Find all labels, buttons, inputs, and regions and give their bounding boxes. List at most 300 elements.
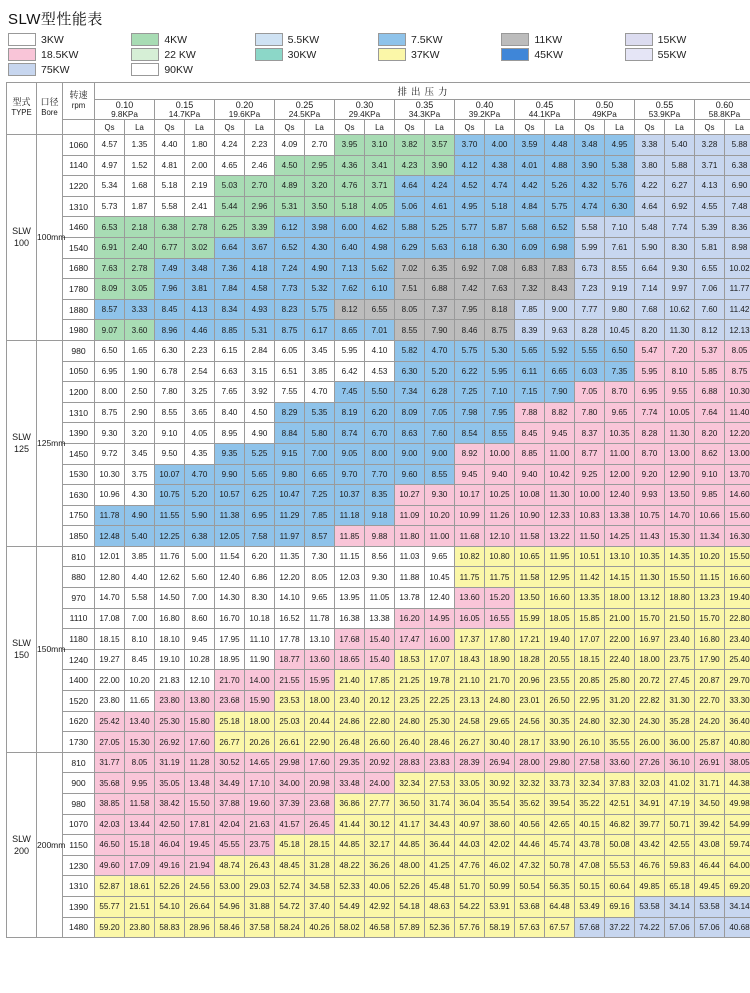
row-rpm: 980 bbox=[63, 340, 95, 361]
cell-qs: 8.65 bbox=[335, 320, 365, 341]
cell-la: 10.80 bbox=[485, 546, 515, 567]
cell-la: 7.08 bbox=[485, 258, 515, 279]
cell-la: 18.00 bbox=[305, 691, 335, 712]
cell-la: 5.31 bbox=[245, 320, 275, 341]
cell-la: 5.38 bbox=[605, 155, 635, 176]
cell-qs: 39.77 bbox=[635, 814, 665, 835]
cell-qs: 40.56 bbox=[515, 814, 545, 835]
cell-qs: 15.99 bbox=[515, 608, 545, 629]
cell-qs: 5.58 bbox=[155, 196, 185, 217]
cell-la: 2.54 bbox=[185, 361, 215, 382]
cell-qs: 3.80 bbox=[635, 155, 665, 176]
cell-qs: 5.48 bbox=[635, 217, 665, 238]
table-row bbox=[7, 196, 750, 217]
legend-label: 55KW bbox=[657, 48, 687, 61]
cell-la: 5.26 bbox=[545, 176, 575, 197]
header-la: La bbox=[545, 120, 575, 135]
cell-qs: 12.01 bbox=[95, 546, 125, 567]
table-row bbox=[7, 320, 750, 341]
row-rpm: 1310 bbox=[63, 402, 95, 423]
cell-qs: 7.96 bbox=[155, 279, 185, 300]
header-la: La bbox=[725, 120, 750, 135]
cell-qs: 16.70 bbox=[215, 608, 245, 629]
cell-qs: 12.25 bbox=[155, 526, 185, 547]
cell-qs: 48.45 bbox=[275, 855, 305, 876]
cell-qs: 7.45 bbox=[335, 382, 365, 403]
cell-qs: 6.09 bbox=[515, 237, 545, 258]
cell-qs: 8.40 bbox=[215, 402, 245, 423]
cell-qs: 21.83 bbox=[155, 670, 185, 691]
cell-la: 16.55 bbox=[485, 608, 515, 629]
cell-qs: 11.76 bbox=[155, 546, 185, 567]
cell-qs: 17.08 bbox=[95, 608, 125, 629]
row-rpm: 1850 bbox=[63, 526, 95, 547]
cell-la: 10.00 bbox=[485, 443, 515, 464]
cell-qs: 7.63 bbox=[95, 258, 125, 279]
table-row bbox=[7, 340, 750, 361]
cell-qs: 24.86 bbox=[335, 711, 365, 732]
cell-la: 18.80 bbox=[665, 588, 695, 609]
cell-la: 11.58 bbox=[125, 794, 155, 815]
cell-qs: 37.88 bbox=[215, 794, 245, 815]
cell-qs: 57.06 bbox=[695, 917, 725, 938]
cell-la: 13.80 bbox=[185, 691, 215, 712]
cell-qs: 5.68 bbox=[515, 217, 545, 238]
cell-la: 2.78 bbox=[125, 258, 155, 279]
cell-qs: 46.44 bbox=[695, 855, 725, 876]
cell-qs: 5.37 bbox=[695, 340, 725, 361]
cell-qs: 26.91 bbox=[695, 752, 725, 773]
cell-qs: 7.68 bbox=[635, 299, 665, 320]
cell-qs: 9.85 bbox=[695, 485, 725, 506]
header-pressure-group: 0.60 58.8KPa bbox=[695, 100, 750, 120]
cell-qs: 40.15 bbox=[575, 814, 605, 835]
cell-qs: 7.23 bbox=[575, 279, 605, 300]
header-pressure-group: 0.30 29.4KPa bbox=[335, 100, 395, 120]
cell-la: 4.38 bbox=[485, 155, 515, 176]
cell-la: 55.53 bbox=[605, 855, 635, 876]
cell-la: 27.45 bbox=[665, 670, 695, 691]
cell-la: 7.20 bbox=[665, 340, 695, 361]
cell-qs: 11.38 bbox=[215, 505, 245, 526]
cell-la: 2.90 bbox=[125, 402, 155, 423]
cell-qs: 42.03 bbox=[95, 814, 125, 835]
legend-label: 37KW bbox=[411, 48, 440, 61]
cell-la: 3.15 bbox=[245, 361, 275, 382]
cell-la: 4.74 bbox=[485, 176, 515, 197]
cell-la: 37.58 bbox=[245, 917, 275, 938]
cell-la: 37.40 bbox=[305, 896, 335, 917]
cell-qs: 3.90 bbox=[575, 155, 605, 176]
cell-la: 45.74 bbox=[545, 835, 575, 856]
cell-la: 1.87 bbox=[125, 196, 155, 217]
cell-la: 15.30 bbox=[125, 732, 155, 753]
cell-la: 8.05 bbox=[305, 567, 335, 588]
cell-la: 57.06 bbox=[665, 917, 695, 938]
cell-qs: 22.70 bbox=[695, 691, 725, 712]
cell-la: 4.10 bbox=[365, 340, 395, 361]
cell-la: 3.33 bbox=[125, 299, 155, 320]
cell-qs: 4.84 bbox=[515, 196, 545, 217]
cell-qs: 8.57 bbox=[95, 299, 125, 320]
cell-la: 20.44 bbox=[305, 711, 335, 732]
cell-qs: 36.50 bbox=[395, 794, 425, 815]
cell-qs: 15.85 bbox=[575, 608, 605, 629]
cell-qs: 20.96 bbox=[515, 670, 545, 691]
cell-qs: 34.50 bbox=[695, 794, 725, 815]
cell-la: 5.75 bbox=[305, 299, 335, 320]
cell-qs: 6.92 bbox=[455, 258, 485, 279]
cell-qs: 10.07 bbox=[155, 464, 185, 485]
cell-qs: 5.34 bbox=[95, 176, 125, 197]
header-la: La bbox=[245, 120, 275, 135]
cell-la: 59.74 bbox=[725, 835, 750, 856]
cell-la: 9.00 bbox=[545, 299, 575, 320]
cell-qs: 8.20 bbox=[635, 320, 665, 341]
cell-qs: 24.80 bbox=[395, 711, 425, 732]
header-pressure-group: 0.25 24.5KPa bbox=[275, 100, 335, 120]
cell-qs: 22.82 bbox=[635, 691, 665, 712]
row-rpm: 1310 bbox=[63, 876, 95, 897]
cell-la: 15.18 bbox=[125, 835, 155, 856]
cell-qs: 48.22 bbox=[335, 855, 365, 876]
row-rpm: 1060 bbox=[63, 135, 95, 156]
cell-qs: 6.30 bbox=[155, 340, 185, 361]
cell-la: 8.10 bbox=[665, 361, 695, 382]
cell-qs: 58.46 bbox=[215, 917, 245, 938]
row-type: SLW 125 bbox=[7, 340, 37, 546]
cell-qs: 8.55 bbox=[155, 402, 185, 423]
cell-qs: 8.54 bbox=[455, 423, 485, 444]
cell-la: 13.44 bbox=[125, 814, 155, 835]
cell-qs: 7.65 bbox=[215, 382, 245, 403]
header-la: La bbox=[605, 120, 635, 135]
cell-la: 14.00 bbox=[245, 670, 275, 691]
cell-la: 19.45 bbox=[185, 835, 215, 856]
cell-la: 26.60 bbox=[365, 732, 395, 753]
cell-qs: 8.95 bbox=[215, 423, 245, 444]
header-pressure: 排出压力 bbox=[95, 83, 750, 100]
cell-la: 32.30 bbox=[605, 711, 635, 732]
legend-item bbox=[378, 48, 499, 61]
cell-la: 22.80 bbox=[725, 608, 750, 629]
cell-la: 13.22 bbox=[545, 526, 575, 547]
cell-la: 5.63 bbox=[425, 237, 455, 258]
cell-qs: 9.15 bbox=[275, 443, 305, 464]
cell-qs: 9.07 bbox=[95, 320, 125, 341]
row-rpm: 980 bbox=[63, 794, 95, 815]
legend-item bbox=[501, 33, 622, 46]
cell-la: 54.99 bbox=[725, 814, 750, 835]
cell-la: 3.85 bbox=[305, 361, 335, 382]
cell-qs: 28.83 bbox=[395, 752, 425, 773]
row-rpm: 1400 bbox=[63, 670, 95, 691]
cell-la: 8.36 bbox=[725, 217, 750, 238]
row-rpm: 1530 bbox=[63, 464, 95, 485]
cell-qs: 10.35 bbox=[635, 546, 665, 567]
cell-la: 36.10 bbox=[665, 752, 695, 773]
cell-la: 23.75 bbox=[665, 649, 695, 670]
header-pressure-group: 0.55 53.9KPa bbox=[635, 100, 695, 120]
cell-la: 8.55 bbox=[485, 423, 515, 444]
cell-qs: 8.09 bbox=[395, 402, 425, 423]
cell-la: 50.71 bbox=[665, 814, 695, 835]
cell-la: 16.60 bbox=[545, 588, 575, 609]
cell-la: 13.00 bbox=[725, 443, 750, 464]
cell-qs: 49.85 bbox=[635, 876, 665, 897]
cell-la: 7.85 bbox=[305, 505, 335, 526]
cell-la: 6.10 bbox=[365, 279, 395, 300]
cell-qs: 39.42 bbox=[695, 814, 725, 835]
cell-la: 11.78 bbox=[305, 608, 335, 629]
cell-qs: 26.77 bbox=[215, 732, 245, 753]
cell-qs: 3.71 bbox=[695, 155, 725, 176]
header-pressure-group: 0.35 34.3KPa bbox=[395, 100, 455, 120]
cell-la: 50.08 bbox=[605, 835, 635, 856]
cell-la: 38.05 bbox=[725, 752, 750, 773]
cell-qs: 4.40 bbox=[155, 135, 185, 156]
cell-la: 9.45 bbox=[185, 629, 215, 650]
cell-la: 11.10 bbox=[245, 629, 275, 650]
cell-la: 41.25 bbox=[425, 855, 455, 876]
cell-la: 8.56 bbox=[365, 546, 395, 567]
cell-qs: 6.73 bbox=[575, 258, 605, 279]
cell-qs: 47.76 bbox=[455, 855, 485, 876]
cell-la: 15.40 bbox=[365, 629, 395, 650]
cell-la: 23.55 bbox=[545, 670, 575, 691]
cell-la: 50.78 bbox=[545, 855, 575, 876]
cell-qs: 3.48 bbox=[575, 135, 605, 156]
cell-la: 7.74 bbox=[665, 217, 695, 238]
cell-qs: 4.42 bbox=[515, 176, 545, 197]
cell-qs: 6.30 bbox=[395, 361, 425, 382]
cell-qs: 6.52 bbox=[275, 237, 305, 258]
cell-la: 13.50 bbox=[665, 485, 695, 506]
cell-la: 42.65 bbox=[545, 814, 575, 835]
table-row bbox=[7, 299, 750, 320]
cell-la: 11.42 bbox=[725, 299, 750, 320]
cell-la: 30.12 bbox=[365, 814, 395, 835]
cell-qs: 4.50 bbox=[275, 155, 305, 176]
cell-la: 28.15 bbox=[305, 835, 335, 856]
cell-qs: 20.87 bbox=[695, 670, 725, 691]
cell-qs: 6.53 bbox=[95, 217, 125, 238]
cell-la: 4.90 bbox=[125, 505, 155, 526]
legend-swatch-icon bbox=[501, 48, 529, 61]
cell-la: 11.00 bbox=[545, 443, 575, 464]
cell-la: 19.40 bbox=[725, 588, 750, 609]
cell-qs: 13.95 bbox=[335, 588, 365, 609]
cell-qs: 5.88 bbox=[395, 217, 425, 238]
cell-qs: 26.10 bbox=[575, 732, 605, 753]
cell-qs: 27.58 bbox=[575, 752, 605, 773]
cell-qs: 22.00 bbox=[95, 670, 125, 691]
cell-la: 11.05 bbox=[365, 588, 395, 609]
cell-la: 5.62 bbox=[365, 258, 395, 279]
cell-la: 11.30 bbox=[665, 320, 695, 341]
cell-qs: 23.80 bbox=[95, 691, 125, 712]
cell-qs: 46.50 bbox=[95, 835, 125, 856]
cell-la: 7.60 bbox=[425, 423, 455, 444]
cell-qs: 5.85 bbox=[695, 361, 725, 382]
cell-la: 34.14 bbox=[725, 896, 750, 917]
cell-qs: 34.00 bbox=[275, 773, 305, 794]
table-row bbox=[7, 464, 750, 485]
table-row bbox=[7, 649, 750, 670]
cell-qs: 16.05 bbox=[455, 608, 485, 629]
cell-qs: 45.18 bbox=[275, 835, 305, 856]
table-row bbox=[7, 443, 750, 464]
cell-la: 6.20 bbox=[365, 402, 395, 423]
row-type: SLW 150 bbox=[7, 546, 37, 752]
row-rpm: 1150 bbox=[63, 835, 95, 856]
cell-la: 9.95 bbox=[125, 773, 155, 794]
cell-la: 8.75 bbox=[485, 320, 515, 341]
cell-la: 6.38 bbox=[725, 155, 750, 176]
cell-la: 8.43 bbox=[545, 279, 575, 300]
cell-qs: 11.15 bbox=[335, 546, 365, 567]
cell-la: 3.81 bbox=[185, 279, 215, 300]
cell-qs: 10.90 bbox=[515, 505, 545, 526]
cell-la: 13.40 bbox=[125, 711, 155, 732]
cell-qs: 5.77 bbox=[455, 217, 485, 238]
cell-la: 8.55 bbox=[605, 258, 635, 279]
header-qs: Qs bbox=[575, 120, 605, 135]
cell-qs: 7.36 bbox=[215, 258, 245, 279]
cell-la: 4.35 bbox=[185, 443, 215, 464]
legend-item bbox=[131, 48, 252, 61]
table-row bbox=[7, 773, 750, 794]
cell-qs: 36.86 bbox=[335, 794, 365, 815]
cell-qs: 5.73 bbox=[95, 196, 125, 217]
cell-qs: 23.25 bbox=[395, 691, 425, 712]
cell-la: 4.93 bbox=[245, 299, 275, 320]
cell-qs: 13.23 bbox=[695, 588, 725, 609]
cell-qs: 6.50 bbox=[95, 340, 125, 361]
cell-qs: 47.32 bbox=[515, 855, 545, 876]
cell-la: 23.75 bbox=[245, 835, 275, 856]
cell-qs: 10.75 bbox=[155, 485, 185, 506]
cell-la: 5.58 bbox=[125, 588, 155, 609]
legend-label: 5.5KW bbox=[287, 33, 320, 46]
cell-la: 4.46 bbox=[185, 320, 215, 341]
cell-la: 50.99 bbox=[485, 876, 515, 897]
cell-la: 2.41 bbox=[185, 196, 215, 217]
header-pressure-group: 0.40 39.2KPa bbox=[455, 100, 515, 120]
cell-qs: 10.30 bbox=[95, 464, 125, 485]
cell-la: 3.57 bbox=[425, 135, 455, 156]
cell-qs: 31.71 bbox=[695, 773, 725, 794]
cell-qs: 54.72 bbox=[275, 896, 305, 917]
legend-label: 18.5KW bbox=[41, 48, 79, 61]
cell-qs: 46.04 bbox=[155, 835, 185, 856]
cell-la: 3.25 bbox=[185, 382, 215, 403]
cell-qs: 11.03 bbox=[395, 546, 425, 567]
cell-la: 64.48 bbox=[545, 896, 575, 917]
cell-la: 10.30 bbox=[725, 382, 750, 403]
table-row bbox=[7, 485, 750, 506]
cell-la: 7.48 bbox=[725, 196, 750, 217]
cell-qs: 11.58 bbox=[515, 567, 545, 588]
cell-la: 4.05 bbox=[185, 423, 215, 444]
cell-la: 4.90 bbox=[305, 258, 335, 279]
legend-label: 15KW bbox=[657, 33, 687, 46]
cell-qs: 6.40 bbox=[335, 237, 365, 258]
cell-la: 13.10 bbox=[305, 629, 335, 650]
cell-la: 10.35 bbox=[605, 423, 635, 444]
cell-qs: 59.20 bbox=[95, 917, 125, 938]
cell-qs: 41.44 bbox=[335, 814, 365, 835]
cell-qs: 16.52 bbox=[275, 608, 305, 629]
cell-la: 2.50 bbox=[125, 382, 155, 403]
cell-qs: 4.97 bbox=[95, 155, 125, 176]
table-row bbox=[7, 526, 750, 547]
cell-la: 6.20 bbox=[245, 546, 275, 567]
cell-qs: 14.50 bbox=[155, 588, 185, 609]
header-qs: Qs bbox=[335, 120, 365, 135]
cell-qs: 32.34 bbox=[575, 773, 605, 794]
cell-la: 44.38 bbox=[725, 773, 750, 794]
row-rpm: 1140 bbox=[63, 155, 95, 176]
cell-la: 4.50 bbox=[245, 402, 275, 423]
cell-la: 23.40 bbox=[725, 629, 750, 650]
cell-la: 3.48 bbox=[185, 258, 215, 279]
cell-qs: 18.15 bbox=[575, 649, 605, 670]
cell-la: 45.48 bbox=[425, 876, 455, 897]
cell-la: 8.05 bbox=[125, 752, 155, 773]
row-rpm: 1680 bbox=[63, 258, 95, 279]
cell-la: 31.30 bbox=[665, 691, 695, 712]
cell-la: 5.50 bbox=[365, 382, 395, 403]
cell-qs: 34.49 bbox=[215, 773, 245, 794]
cell-la: 4.48 bbox=[545, 135, 575, 156]
cell-la: 40.80 bbox=[725, 732, 750, 753]
cell-la: 5.75 bbox=[545, 196, 575, 217]
cell-qs: 9.25 bbox=[575, 464, 605, 485]
row-type: SLW 100 bbox=[7, 135, 37, 341]
cell-qs: 5.55 bbox=[575, 340, 605, 361]
cell-la: 13.38 bbox=[365, 608, 395, 629]
cell-la: 14.60 bbox=[725, 485, 750, 506]
cell-qs: 6.64 bbox=[635, 258, 665, 279]
row-rpm: 810 bbox=[63, 752, 95, 773]
cell-la: 3.92 bbox=[245, 382, 275, 403]
cell-la: 2.95 bbox=[305, 155, 335, 176]
cell-qs: 8.45 bbox=[155, 299, 185, 320]
cell-qs: 8.09 bbox=[95, 279, 125, 300]
table-row bbox=[7, 423, 750, 444]
cell-la: 19.60 bbox=[245, 794, 275, 815]
cell-la: 19.78 bbox=[425, 670, 455, 691]
cell-la: 35.28 bbox=[665, 711, 695, 732]
cell-la: 22.40 bbox=[605, 649, 635, 670]
header-pressure-group: 0.20 19.6KPa bbox=[215, 100, 275, 120]
cell-la: 11.26 bbox=[485, 505, 515, 526]
cell-qs: 7.15 bbox=[515, 382, 545, 403]
cell-qs: 10.83 bbox=[575, 505, 605, 526]
cell-la: 35.54 bbox=[485, 794, 515, 815]
cell-la: 8.30 bbox=[665, 237, 695, 258]
cell-la: 36.44 bbox=[425, 835, 455, 856]
cell-la: 42.92 bbox=[365, 896, 395, 917]
cell-qs: 5.06 bbox=[395, 196, 425, 217]
cell-la: 46.02 bbox=[485, 855, 515, 876]
cell-la: 15.20 bbox=[485, 588, 515, 609]
cell-la: 10.45 bbox=[425, 567, 455, 588]
cell-qs: 6.00 bbox=[335, 217, 365, 238]
cell-qs: 4.55 bbox=[695, 196, 725, 217]
cell-la: 36.00 bbox=[665, 732, 695, 753]
